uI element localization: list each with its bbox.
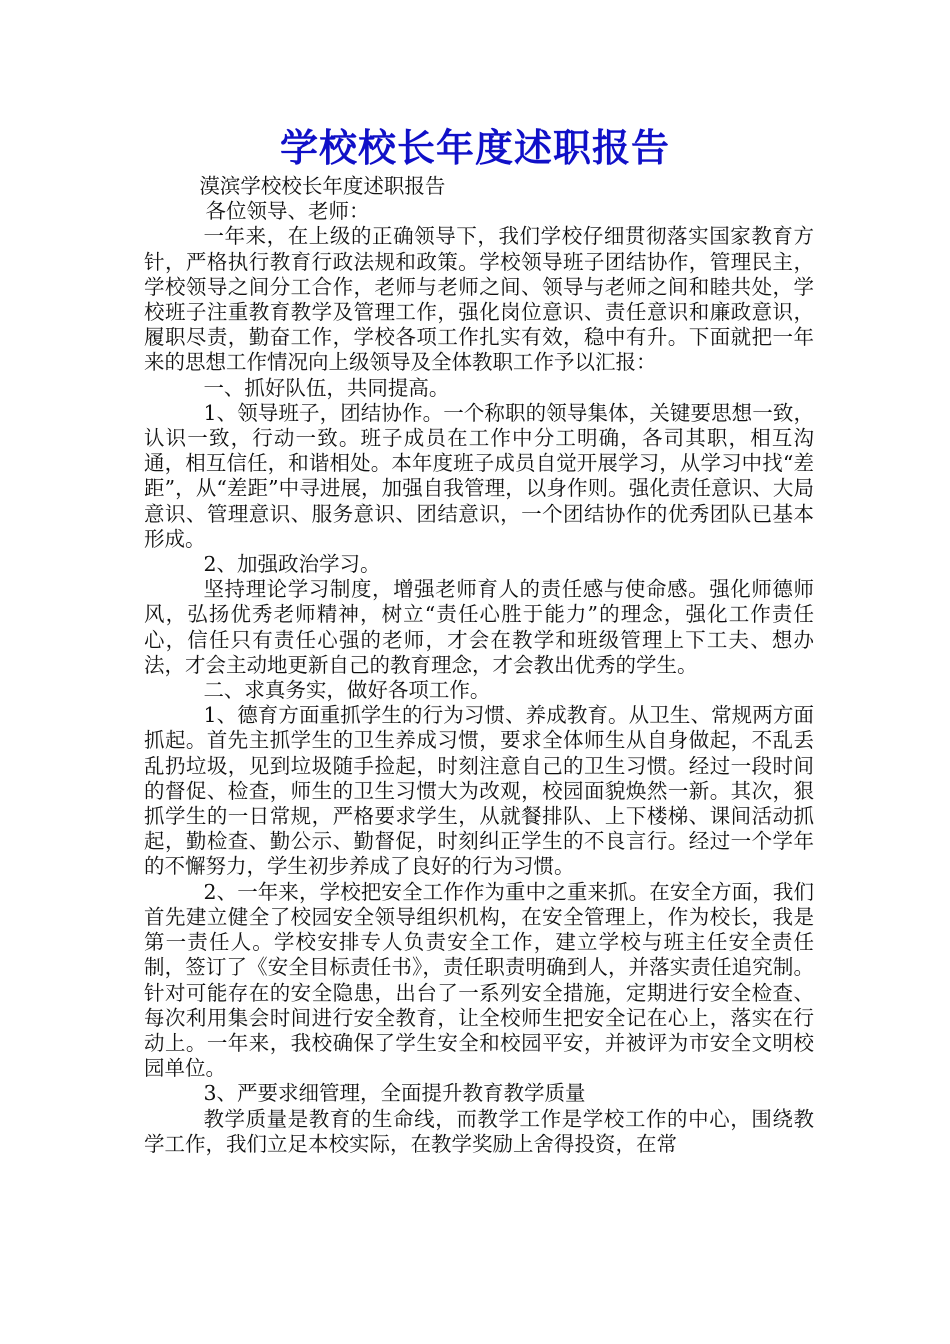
paragraph-teaching-quality: 教学质量是教育的生命线，而教学工作是学校工作的中心，围绕教学工作，我们立足本校实际，在教学奖励上舍得投资，在常: [144, 1106, 814, 1156]
document-body: [144, 174, 814, 1157]
subheading-teaching-quality: 3、严要求细管理，全面提升教育教学质量: [203, 1081, 586, 1106]
subtitle-line: 漠滨学校校长年度述职报告: [199, 174, 446, 198]
subheading-political-study: 2、加强政治学习。: [203, 552, 381, 577]
paragraph-intro: 一年来，在上级的正确领导下，我们学校仔细贯彻落实国家教育方针，严格执行教育行政法规和政策。学校领导班子团结协作，管理民主，学校领导之间分工合作，老师与老师之间、领导与老师之间和睦共处，学校班子注重教育教学及管理工作，强化岗位意识、责任意识和廉政意识，履职尽责，勤奋工作，学校各项工作扎实有效，稳中有升。下面就把一年来的思想工作情况向上级领导及全体教职工作予以汇报：: [144, 224, 814, 375]
salutation: 各位领导、老师：: [205, 199, 370, 224]
section-heading-2: 二、求真务实，做好各项工作。: [203, 678, 491, 703]
section-heading-1: 一、抓好队伍，共同提高。: [203, 375, 450, 400]
paragraph-leadership: 1、领导班子，团结协作。一个称职的领导集体，关键要思想一致，认识一致，行动一致。班子成员在工作中分工明确，各司其职，相互沟通，相互信任，和谐相处。本年度班子成员自觉开展学习，从学习中找“差距”，从“差距”中寻进展，加强自我管理，以身作则。强化责任意识、大局意识、管理意识、服务意识、团结意识，一个团结协作的优秀团队已基本形成。: [144, 400, 814, 551]
document-title: 学校校长年度述职报告: [279, 125, 670, 170]
paragraph-political-study: 坚持理论学习制度，增强老师育人的责任感与使命感。强化师德师风，弘扬优秀老师精神，树立“责任心胜于能力”的理念，强化工作责任心，信任只有责任心强的老师，才会在教学和班级管理上下工夫、想办法，才会主动地更新自己的教育理念，才会教出优秀的学生。: [144, 577, 814, 677]
paragraph-safety: 2、一年来，学校把安全工作作为重中之重来抓。在安全方面，我们首先建立健全了校园安全领导组织机构，在安全管理上，作为校长，我是第一责任人。学校安排专人负责安全工作，建立学校与班主任安全责任制，签订了《安全目标责任书》，责任职责明确到人，并落实责任追究制。针对可能存在的安全隐患，出台了一系列安全措施，定期进行安全检查、每次利用集会时间进行安全教育，让全校师生把安全记在心上，落实在行动上。一年来，我校确保了学生安全和校园平安，并被评为市安全文明校园单位。: [144, 879, 814, 1081]
paragraph-moral-education: 1、德育方面重抓学生的行为习惯、养成教育。从卫生、常规两方面抓起。首先主抓学生的卫生养成习惯，要求全体师生从自身做起，不乱丢乱扔垃圾，见到垃圾随手捡起，时刻注意自己的卫生习惯。经过一段时间的督促、检查，师生的卫生习惯大为改观，校园面貌焕然一新。其次，狠抓学生的一日常规，严格要求学生，从就餐排队、上下楼梯、课间活动抓起，勤检查、勤公示、勤督促，时刻纠正学生的不良言行。经过一个学年的不懈努力，学生初步养成了良好的行为习惯。: [144, 703, 814, 879]
